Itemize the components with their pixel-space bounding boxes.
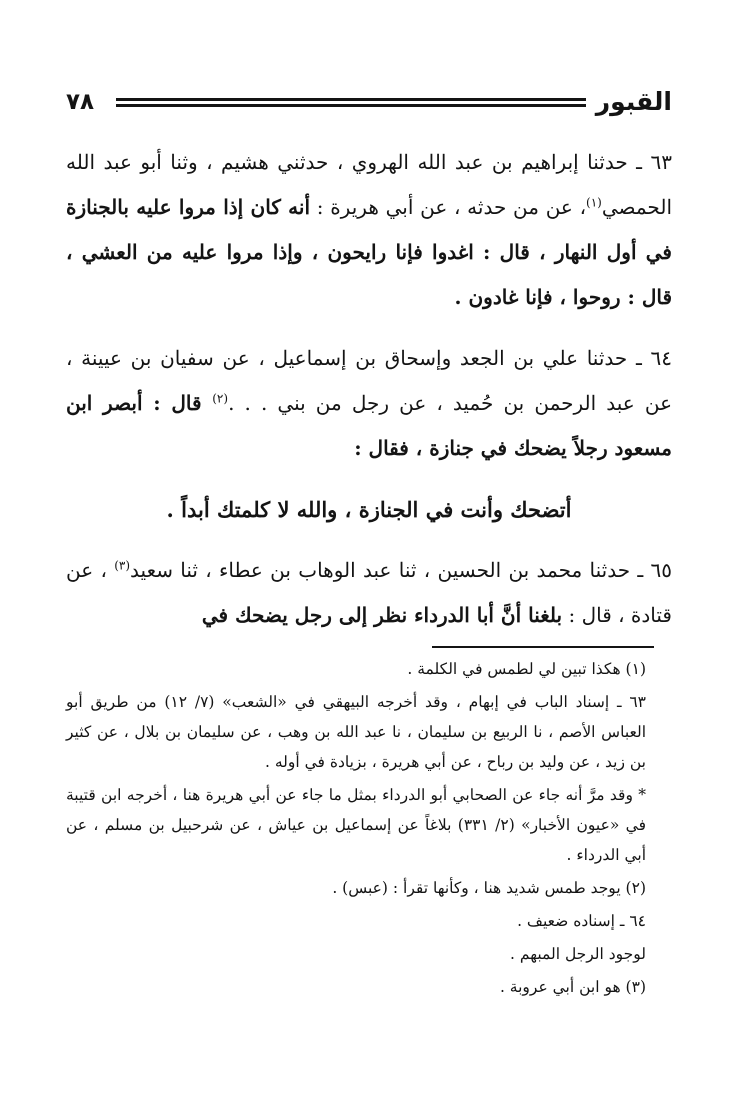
header-rule xyxy=(116,98,586,107)
hadith-64-quote: أتضحك وأنت في الجنازة ، والله لا كلمتك أبداً . xyxy=(166,497,572,522)
hadith-64 xyxy=(66,336,672,471)
hadith-63 xyxy=(66,140,672,320)
hadith-65 xyxy=(66,548,672,638)
footnotes xyxy=(66,654,672,1005)
hadith-65-isnad: ٦٥ ـ حدثنا محمد بن الحسين ، ثنا عبد الوهاب بن عطاء ، ثنا سعيد xyxy=(130,558,673,582)
hadith-63-matn: أنه كان إذا مروا عليه بالجنازة في أول النهار ، قال : اغدوا فإنا رايحون ، وإذا مروا عليه من العشي ، قال : روحوا ، فإنا غادون . xyxy=(66,195,672,309)
footnote-ref-2[interactable]: (٢) xyxy=(212,391,229,406)
footnote-ref-3[interactable]: (٣) xyxy=(114,558,131,573)
main-text xyxy=(66,140,672,654)
footnote-3: (٣) هو ابن أبي عروبة . xyxy=(499,978,646,996)
hadith-64-matn: قال : أبصر ابن مسعود رجلاً يضحك في جنازة ، فقال : xyxy=(66,391,672,460)
footnote-ref-1[interactable]: (١) xyxy=(586,195,602,210)
hadith-65-source: ، عن قتادة ، قال : xyxy=(66,558,672,627)
note-star: * وقد مرَّ أنه جاء عن الصحابي أبو الدرداء بمثل ما جاء عن أبي هريرة هنا ، أخرجه ابن قتيبة في «عيون الأخبار» (٢/ ٣٣١) بلاغاً عن إسماعيل بن عياش ، عن شرحبيل بن مسلم ، عن أبي الدرداء . xyxy=(66,786,646,864)
hadith-63-source: ، عن من حدثه ، عن أبي هريرة : xyxy=(310,195,587,219)
note-63: ٦٣ ـ إسناد الباب في إبهام ، وقد أخرجه البيهقي في «الشعب» (٧/ ١٢) من طريق أبو العباس الأصم ، نا الربيع بن سليمان ، نا عبد الله بن وهب ، عن سليمان بن بلال ، عن كثير بن زيد ، عن وليد بن رباح ، عن أبي هريرة ، بزيادة في أوله . xyxy=(66,693,647,771)
page-number: ٧٨ xyxy=(66,89,95,115)
footnote-separator xyxy=(432,646,654,648)
footnote-2: (٢) يوجد طمس شديد هنا ، وكأنها تقرأ : (عبس) . xyxy=(332,879,646,897)
hadith-64-isnad: ٦٤ ـ حدثنا علي بن الجعد وإسحاق بن إسماعيل ، عن سفيان بن عيينة ، عن عبد الرحمن بن حُميد ، عن رجل من بني . . . xyxy=(66,346,672,415)
hadith-63-isnad: ٦٣ ـ حدثنا إبراهيم بن عبد الله الهروي ، حدثني هشيم ، وثنا أبو عبد الله الحمصي xyxy=(66,150,672,219)
hadith-65-matn: بلغنا أنَّ أبا الدرداء نظر إلى رجل يضحك في xyxy=(201,603,563,627)
note-64: ٦٤ ـ إسناده ضعيف . xyxy=(517,912,646,930)
note-64-reason: لوجود الرجل المبهم . xyxy=(510,945,646,963)
footnote-1: (١) هكذا تبين لي لطمس في الكلمة . xyxy=(407,660,646,678)
running-header xyxy=(66,82,672,126)
chapter-title: القبور xyxy=(595,87,672,116)
